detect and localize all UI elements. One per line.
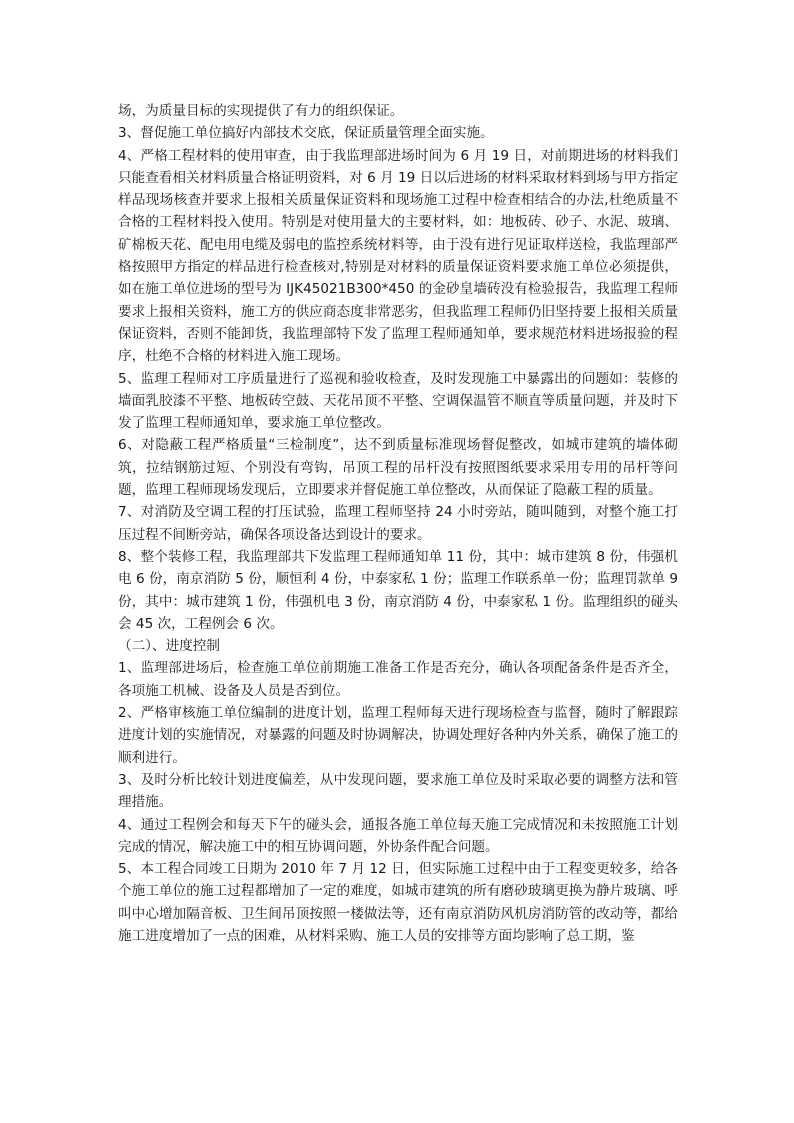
section-heading: （二）、进度控制 <box>118 638 220 655</box>
paragraph: 4、严格工程材料的使用审查，由于我监理部进场时间为 6 月 19 日，对前期进场的材料我们只能查看相关材料质量合格证明资料，对 6 月 19 日以后进场的材料采取材料到场与甲方指定样品现场核查并要求上报相关质量保证资料和现场施工过程中检查相结合的办法,杜绝质量不合格的工程材料投入使用。特别是对使用量大的主要材料，如：地板砖、砂子、水泥、玻璃、矿棉板天花、配电用电缆及弱电的监控系统材料等，由于没有进行见证取样送检，我监理部严格按照甲方指定的样品进行检查核对,特别是对材料的质量保证资料要求施工单位必须提供，如在施工单位进场的型号为 IJK45021B300*450 的金砂皇墙砖没有检验报告，我监理工程师要求上报相关资料，施工方的供应商态度非常恶劣，但我监理工程师仍旧坚持要上报相关质量保证资料，否则不能卸货，我监理部特下发了监理工程师通知单，要求规范材料进场报验的程序，杜绝不合格的材料进入施工现场。 <box>118 147 678 365</box>
paragraph: 6、对隐蔽工程严格质量“三检制度”，达不到质量标准现场督促整改，如城市建筑的墙体砌筑，拉结钢筋过短、个别没有弯钩，吊顶工程的吊杆没有按照图纸要求采用专用的吊杆等问题，监理工程师现场发现后，立即要求并督促施工单位整改，从而保证了隐蔽工程的质量。 <box>118 437 678 499</box>
paragraph: 3、督促施工单位搞好内部技术交底，保证质量管理全面实施。 <box>118 125 494 142</box>
paragraph: 8、整个装修工程，我监理部共下发监理工程师通知单 11 份，其中：城市建筑 8 份，伟强机电 6 份，南京消防 5 份，顺恒利 4 份，中泰家私 1 份；监理工作联系单一份；监理罚款单 9 份，其中：城市建筑 1 份，伟强机电 3 份，南京消防 4 份，中泰家私 1 份。监理组织的碰头会 45 次，工程例会 6 次。 <box>118 548 678 632</box>
paragraph: 2、严格审核施工单位编制的进度计划，监理工程师每天进行现场检查与监督，随时了解跟踪进度计划的实施情况，对暴露的问题及时协调解决，协调处理好各种内外关系，确保了施工的顺利进行。 <box>118 705 678 766</box>
paragraph: 1、监理部进场后，检查施工单位前期施工准备工作是否充分，确认各项配备条件是否齐全，各项施工机械、设备及人员是否到位。 <box>118 660 678 699</box>
paragraph: 场，为质量目标的实现提供了有力的组织保证。 <box>118 103 404 119</box>
paragraph: 5、本工程合同竣工日期为 2010 年 7 月 12 日，但实际施工过程中由于工程变更较多，给各个施工单位的施工过程都增加了一定的难度，如城市建筑的所有磨砂玻璃更换为静片玻璃、呼叫中心增加隔音板、卫生间吊顶按照一楼做法等，还有南京消防风机房消防管的改动等，都给施工进度增加了一点的困难，从材料采购、施工人员的安排等方面均影响了总工期，鉴 <box>118 861 678 944</box>
paragraph: 7、对消防及空调工程的打压试验，监理工程师坚持 24 小时旁站，随叫随到，对整个施工打压过程不间断旁站，确保各项设备达到设计的要求。 <box>118 504 678 543</box>
paragraph: 4、通过工程例会和每天下午的碰头会，通报各施工单位每天施工完成情况和未按照施工计划完成的情况，解决施工中的相互协调问题，外协条件配合问题。 <box>118 816 678 855</box>
paragraph: 3、及时分析比较计划进度偏差，从中发现问题，要求施工单位及时采取必要的调整方法和管理措施。 <box>118 771 678 811</box>
document-page <box>118 100 678 947</box>
paragraph: 5、监理工程师对工序质量进行了巡视和验收检查，及时发现施工中暴露出的问题如：装修的墙面乳胶漆不平整、地板砖空鼓、天花吊顶不平整、空调保温管不顺直等质量问题，并及时下发了监理工程师通知单，要求施工单位整改。 <box>118 370 678 432</box>
